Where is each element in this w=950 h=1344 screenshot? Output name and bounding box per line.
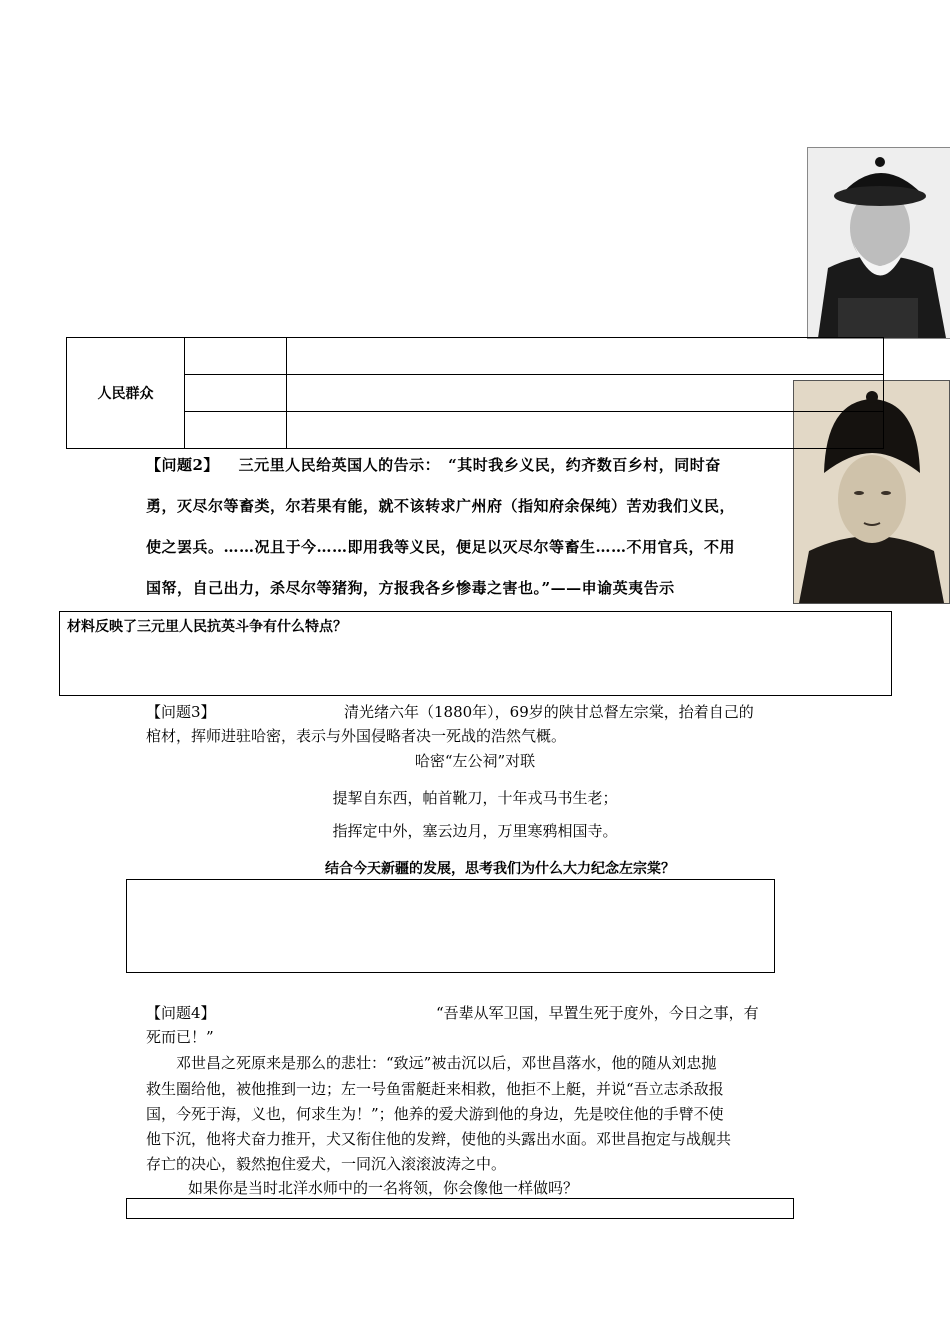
portrait-photo-top (807, 147, 950, 339)
q3-couplet-line-2: 指挥定中外，塞云边月，万里寒鸦相国寺。 (332, 822, 618, 840)
q2-line-4: 国帑，自己出力，杀尽尔等猪狗，方报我各乡惨毒之害也。”——申谕英夷告示 (146, 579, 675, 597)
q2-question: 材料反映了三元里人民抗英斗争有什么特点？ (67, 619, 347, 635)
q3-question: 结合今天新疆的发展，思考我们为什么大力纪念左宗棠？ (325, 861, 675, 877)
q3-couplet-title: 哈密“左公祠”对联 (414, 752, 536, 770)
table-row-label: 人民群众 (97, 386, 154, 402)
q3-line-1: 清光绪六年（1880年），69岁的陕甘总督左宗棠，抬着自己的 (344, 703, 754, 721)
table-cell[interactable] (286, 411, 884, 449)
q4-para-line-4: 他下沉，他将犬奋力推开，犬又衔住他的发辫，使他的头露出水面。邓世昌抱定与战舰共 (146, 1130, 732, 1148)
q2-line-2: 勇，灭尽尔等畜类，尔若果有能，就不该转求广州府（指知府余保纯）苦劝我们义民， (146, 497, 736, 515)
q2-text-1: 三元里人民给英国人的告示： “其时我乡义民，约齐数百乡村，同时奋 (238, 456, 721, 474)
table-cell[interactable] (184, 411, 287, 449)
q3-line-2: 棺材，挥师进驻哈密，表示与外国侵略者决一死战的浩然气概。 (146, 727, 567, 745)
q4-para-line-1: 邓世昌之死原来是那么的悲壮：“致远”被击沉以后，邓世昌落水，他的随从刘忠抛 (176, 1054, 717, 1072)
q4-tag: 【问题4】 (146, 1004, 216, 1022)
q3-answer-box[interactable] (126, 879, 775, 973)
q4-para-line-5: 存亡的决心，毅然抱住爱犬，一同沉入滚滚波涛之中。 (146, 1155, 507, 1173)
q3-tag: 【问题3】 (146, 703, 216, 721)
q4-question: 如果你是当时北洋水师中的一名将领，你会像他一样做吗？ (188, 1179, 579, 1197)
q4-quote-b: 死而已！” (146, 1028, 214, 1046)
table-cell[interactable] (286, 374, 884, 412)
table-cell[interactable] (184, 337, 287, 375)
q2-tag: 【问题2】 (146, 456, 219, 474)
table-cell[interactable] (286, 337, 884, 375)
q4-answer-box[interactable] (126, 1198, 794, 1219)
q2-line-3: 使之罢兵。……况且于今……即用我等义民，便足以灭尽尔等畜生……不用官兵，不用 (146, 538, 736, 556)
people-table (66, 337, 884, 449)
q4-para-line-3: 国，今死于海，义也，何求生为！”；他养的爱犬游到他的身边，先是咬住他的手臂不使 (146, 1105, 724, 1123)
q3-couplet-line-1: 提挈自东西，帕首靴刀，十年戎马书生老； (332, 789, 618, 807)
q2-line-1 (146, 455, 786, 475)
q4-para-line-2: 救生圈给他，被他推到一边；左一号鱼雷艇赶来相救，他拒不上艇，并说“吾立志杀敌报 (146, 1080, 724, 1098)
table-cell[interactable] (184, 374, 287, 412)
q4-quote-a: “吾辈从军卫国，早置生死于度外，今日之事，有 (436, 1004, 759, 1022)
